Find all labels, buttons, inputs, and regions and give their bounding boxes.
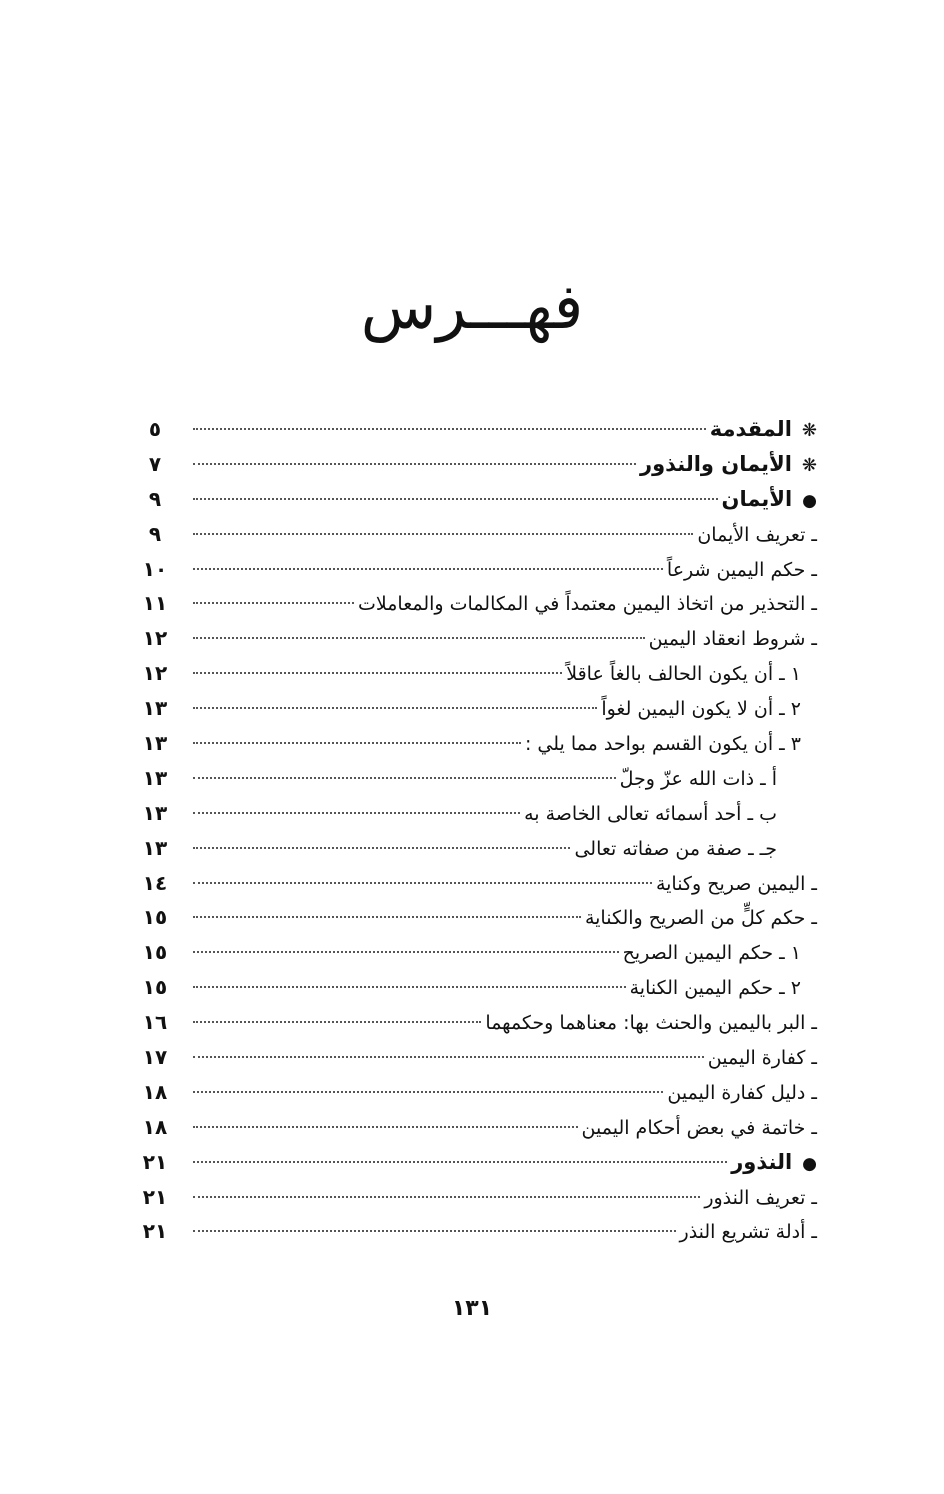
- toc-entry-text: أ ـ ذات الله عزّ وجلّ: [619, 767, 777, 790]
- dot-leader: [193, 1091, 663, 1093]
- toc-entry-text: ـ تعريف النذور: [704, 1186, 817, 1209]
- toc-entry: [135, 935, 817, 970]
- dot-leader: [193, 882, 652, 884]
- dot-leader: [193, 1126, 578, 1128]
- toc-entry-page: ٩: [148, 521, 162, 546]
- bullet-icon: ●: [802, 490, 817, 511]
- toc-entry-page: ٧: [148, 451, 162, 476]
- toc-entry-text: ٢ ـ أن لا يكون اليمين لغواً: [601, 698, 801, 721]
- toc-entry-title: [697, 518, 817, 553]
- toc-entry-page: ١٣: [142, 696, 168, 721]
- toc-entry-text: ـ أدلة تشريع النذر: [679, 1221, 817, 1244]
- toc-entry-title: [485, 1006, 817, 1041]
- toc-entry-text: الأيمان: [721, 486, 793, 511]
- toc-entry: [135, 517, 817, 552]
- toc-entry-text: المقدمة: [709, 417, 792, 441]
- toc-entry-title: [524, 797, 817, 832]
- toc-entry-title: [585, 901, 817, 936]
- toc-entry-text: ـ خاتمة في بعض أحكام اليمين: [581, 1116, 817, 1139]
- toc-entry: [135, 1214, 817, 1249]
- dot-leader: [193, 637, 645, 639]
- toc-entry-page: ٢١: [142, 1219, 168, 1244]
- toc-entry-page: ١٣: [142, 800, 168, 825]
- dot-leader: [193, 847, 570, 849]
- toc-entry-text: ١ ـ أن يكون الحالف بالغاً عاقلاً: [566, 663, 801, 686]
- toc-entry-page: ١١: [142, 591, 168, 616]
- toc-entry-title: [640, 447, 817, 484]
- toc-entry-title: [630, 971, 817, 1006]
- toc-entry-page: ١٧: [142, 1045, 168, 1070]
- toc-entry-page: ١٢: [142, 626, 168, 651]
- toc-entry: [135, 412, 817, 447]
- dot-leader: [193, 1021, 481, 1023]
- asterisk-icon: ❋: [801, 420, 817, 441]
- toc-entry: [135, 482, 817, 517]
- dot-leader: [193, 1161, 727, 1163]
- toc-entry: [135, 970, 817, 1005]
- toc-entry-text: ـ اليمين صريح وكناية: [655, 872, 817, 895]
- toc-entry-page: ١٦: [142, 1010, 168, 1035]
- toc-entry-text: ـ التحذير من اتخاذ اليمين معتمداً في المكالمات والمعاملات: [358, 593, 817, 616]
- toc-entry: [135, 1145, 817, 1180]
- dot-leader: [193, 428, 706, 430]
- toc-entry-text: ـ حكم اليمين شرعاً: [666, 558, 817, 581]
- dot-leader: [193, 707, 597, 709]
- toc-entry-text: ٢ ـ حكم اليمين الكناية: [629, 977, 801, 1000]
- toc-entry-page: ١٣: [142, 765, 168, 790]
- toc-entry-text: ٣ ـ أن يكون القسم بواحد مما يلي :: [524, 733, 801, 756]
- toc-entry: [135, 761, 817, 796]
- toc-entry: [135, 586, 817, 621]
- dot-leader: [193, 1196, 700, 1198]
- toc-entry-title: [656, 867, 817, 902]
- toc-entry-page: ١٤: [142, 870, 168, 895]
- toc-entry: [135, 796, 817, 831]
- toc-entry-title: [601, 692, 817, 727]
- toc-entry: [135, 1005, 817, 1040]
- toc-entry-text: ـ شروط انعقاد اليمين: [648, 628, 817, 651]
- toc-entry-title: [623, 936, 817, 971]
- toc-entry-title: [680, 1215, 817, 1250]
- dot-leader: [193, 672, 562, 674]
- toc-entry-page: ١٥: [142, 975, 168, 1000]
- toc-entry-page: ١٠: [142, 556, 168, 581]
- toc-entry-text: ب ـ أحد أسمائه تعالى الخاصة به: [524, 802, 777, 825]
- toc-entry-title: [620, 762, 817, 797]
- toc-entry-page: ٥: [148, 417, 162, 441]
- toc-entry-title: [667, 553, 817, 588]
- table-of-contents: [135, 412, 817, 1249]
- toc-entry-title: [667, 1076, 817, 1111]
- toc-entry-page: ٩: [148, 486, 162, 511]
- toc-entry-text: ـ كفارة اليمين: [707, 1047, 817, 1070]
- toc-entry-title: [722, 482, 817, 519]
- toc-entry: [135, 1180, 817, 1215]
- toc-entry: [135, 866, 817, 901]
- toc-entry-page: ١٢: [142, 661, 168, 686]
- toc-entry-text: ـ دليل كفارة اليمين: [667, 1081, 817, 1104]
- toc-entry-title: [704, 1181, 817, 1216]
- dot-leader: [193, 602, 354, 604]
- toc-entry: [135, 552, 817, 587]
- page-number: ١٣١: [451, 1296, 493, 1321]
- toc-entry-text: ـ حكم كلٍّ من الصريح والكناية: [584, 907, 817, 930]
- toc-entry-title: [731, 1145, 817, 1182]
- toc-entry-text: ـ تعريف الأيمان: [697, 523, 817, 546]
- dot-leader: [193, 742, 521, 744]
- toc-entry: [135, 656, 817, 691]
- toc-entry: [135, 900, 817, 935]
- toc-entry-title: [566, 657, 817, 692]
- toc-entry-text: ـ البر باليمين والحنث بها: معناهما وحكمهما: [485, 1012, 817, 1035]
- toc-entry-title: [525, 727, 817, 762]
- toc-entry: [135, 1110, 817, 1145]
- toc-entry-page: ٢١: [142, 1149, 168, 1174]
- toc-entry-text: ١ ـ حكم اليمين الصريح: [622, 942, 801, 965]
- toc-entry: [135, 1040, 817, 1075]
- toc-entry: [135, 691, 817, 726]
- toc-entry: [135, 621, 817, 656]
- dot-leader: [193, 1230, 676, 1232]
- dot-leader: [193, 916, 581, 918]
- dot-leader: [193, 812, 520, 814]
- toc-entry: [135, 447, 817, 482]
- toc-entry-page: ١٣: [142, 731, 168, 756]
- toc-entry-text: الأيمان والنذور: [640, 451, 792, 476]
- toc-entry-title: [574, 832, 817, 867]
- page-title: فهـــرس: [360, 270, 584, 343]
- toc-entry-page: ١٥: [142, 940, 168, 965]
- toc-entry: [135, 831, 817, 866]
- dot-leader: [193, 1056, 704, 1058]
- toc-entry-title: [649, 622, 817, 657]
- dot-leader: [193, 463, 636, 465]
- toc-entry-page: ٢١: [142, 1184, 168, 1209]
- dot-leader: [193, 777, 616, 779]
- toc-entry: [135, 726, 817, 761]
- toc-entry-page: ١٣: [142, 835, 168, 860]
- dot-leader: [193, 568, 663, 570]
- dot-leader: [193, 951, 619, 953]
- toc-entry-title: [708, 1041, 817, 1076]
- toc-entry-page: ١٨: [142, 1114, 168, 1139]
- dot-leader: [193, 986, 626, 988]
- toc-entry-title: [582, 1111, 817, 1146]
- toc-entry-title: [710, 412, 817, 449]
- toc-entry-page: ١٥: [142, 905, 168, 930]
- toc-entry-text: جـ ـ صفة من صفاته تعالى: [574, 837, 777, 860]
- toc-entry-text: النذور: [731, 1149, 793, 1174]
- asterisk-icon: ❋: [801, 454, 817, 476]
- toc-entry: [135, 1075, 817, 1110]
- toc-entry-title: [358, 587, 817, 622]
- toc-entry-page: ١٨: [142, 1079, 168, 1104]
- dot-leader: [193, 533, 693, 535]
- dot-leader: [193, 498, 718, 500]
- bullet-icon: ●: [802, 1153, 817, 1174]
